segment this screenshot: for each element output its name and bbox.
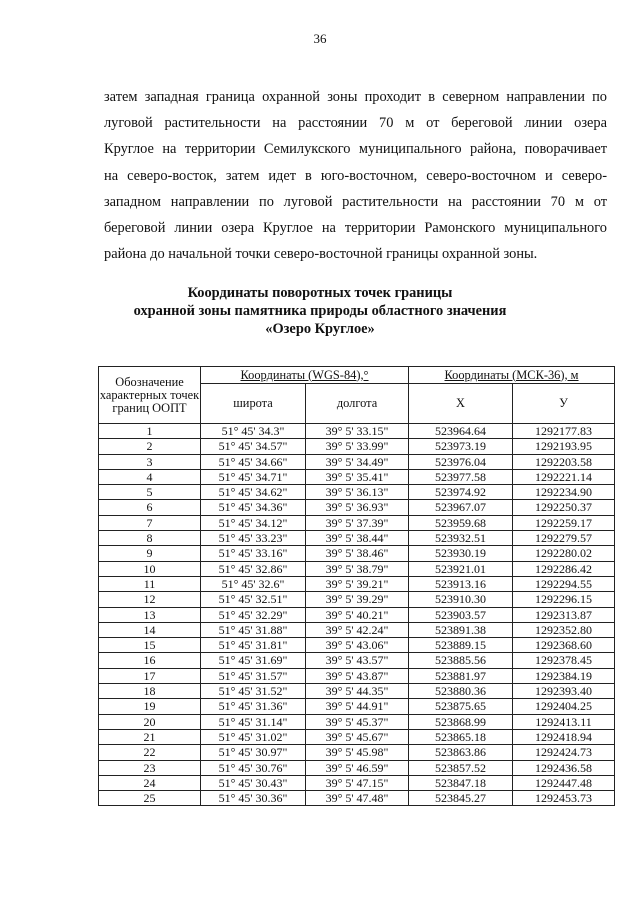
y-cell: 1292313.87 (513, 607, 615, 622)
x-cell: 523880.36 (409, 684, 513, 699)
header-msk36: Координаты (МСК-36), м (409, 367, 615, 384)
longitude-cell: 39° 5' 45.37" (306, 714, 409, 729)
longitude-cell: 39° 5' 39.29" (306, 592, 409, 607)
header-designation: Обозначение характерных точек границ ООПТ (99, 367, 201, 424)
x-cell: 523891.38 (409, 622, 513, 637)
x-cell: 523857.52 (409, 760, 513, 775)
latitude-cell: 51° 45' 31.52" (201, 684, 306, 699)
point-number-cell: 1 (99, 424, 201, 439)
longitude-cell: 39° 5' 42.24" (306, 622, 409, 637)
y-cell: 1292279.57 (513, 531, 615, 546)
point-number-cell: 14 (99, 622, 201, 637)
latitude-cell: 51° 45' 30.36" (201, 791, 306, 806)
table-row (99, 439, 615, 454)
x-cell: 523865.18 (409, 729, 513, 744)
longitude-cell: 39° 5' 33.99" (306, 439, 409, 454)
y-cell: 1292250.37 (513, 500, 615, 515)
x-cell: 523967.07 (409, 500, 513, 515)
header-longitude: долгота (306, 384, 409, 424)
y-cell: 1292436.58 (513, 760, 615, 775)
heading-line: Координаты поворотных точек границы (187, 285, 453, 301)
point-number-cell: 23 (99, 760, 201, 775)
x-cell: 523973.19 (409, 439, 513, 454)
point-number-cell: 10 (99, 561, 201, 576)
x-cell: 523903.57 (409, 607, 513, 622)
table-row (99, 775, 615, 790)
longitude-cell: 39° 5' 45.98" (306, 745, 409, 760)
header-wgs84: Координаты (WGS-84),° (201, 367, 409, 384)
longitude-cell: 39° 5' 37.39" (306, 515, 409, 530)
y-cell: 1292384.19 (513, 668, 615, 683)
table-row (99, 668, 615, 683)
longitude-cell: 39° 5' 36.13" (306, 485, 409, 500)
table-row (99, 500, 615, 515)
point-number-cell: 7 (99, 515, 201, 530)
x-cell: 523889.15 (409, 638, 513, 653)
latitude-cell: 51° 45' 30.76" (201, 760, 306, 775)
table-row (99, 760, 615, 775)
table-row (99, 714, 615, 729)
paragraph-line: района до начальной точки северо-восточной границы охранной зоны. (104, 246, 538, 263)
point-number-cell: 5 (99, 485, 201, 500)
longitude-cell: 39° 5' 44.35" (306, 684, 409, 699)
point-number-cell: 20 (99, 714, 201, 729)
y-cell: 1292294.55 (513, 576, 615, 591)
paragraph-line: луговой растительности на расстоянии 70 м от береговой линии озера (104, 115, 607, 132)
longitude-cell: 39° 5' 45.67" (306, 729, 409, 744)
latitude-cell: 51° 45' 34.71" (201, 469, 306, 484)
header-x: X (409, 384, 513, 424)
table-row (99, 684, 615, 699)
x-cell: 523976.04 (409, 454, 513, 469)
longitude-cell: 39° 5' 47.48" (306, 791, 409, 806)
longitude-cell: 39° 5' 43.87" (306, 668, 409, 683)
paragraph-line: затем западная граница охранной зоны проходит в северном направлении по (104, 89, 607, 105)
header-latitude: широта (201, 384, 306, 424)
latitude-cell: 51° 45' 34.66" (201, 454, 306, 469)
body-paragraph (104, 84, 607, 267)
x-cell: 523932.51 (409, 531, 513, 546)
table-row (99, 638, 615, 653)
longitude-cell: 39° 5' 43.06" (306, 638, 409, 653)
y-cell: 1292352.80 (513, 622, 615, 637)
paragraph-line: Круглое на территории Семилукского муниципального района, поворачивает (104, 141, 607, 158)
point-number-cell: 16 (99, 653, 201, 668)
table-row (99, 729, 615, 744)
y-cell: 1292259.17 (513, 515, 615, 530)
table-row (99, 515, 615, 530)
x-cell: 523921.01 (409, 561, 513, 576)
point-number-cell: 15 (99, 638, 201, 653)
y-cell: 1292393.40 (513, 684, 615, 699)
x-cell: 523847.18 (409, 775, 513, 790)
longitude-cell: 39° 5' 36.93" (306, 500, 409, 515)
point-number-cell: 11 (99, 576, 201, 591)
longitude-cell: 39° 5' 38.79" (306, 561, 409, 576)
longitude-cell: 39° 5' 39.21" (306, 576, 409, 591)
y-cell: 1292424.73 (513, 745, 615, 760)
y-cell: 1292418.94 (513, 729, 615, 744)
heading-line: «Озеро Круглое» (265, 321, 375, 337)
coordinates-table (98, 366, 615, 806)
point-number-cell: 22 (99, 745, 201, 760)
latitude-cell: 51° 45' 34.3" (201, 424, 306, 439)
table-row (99, 592, 615, 607)
point-number-cell: 3 (99, 454, 201, 469)
table-row (99, 699, 615, 714)
page-number: 36 (313, 31, 327, 46)
point-number-cell: 8 (99, 531, 201, 546)
y-cell: 1292177.83 (513, 424, 615, 439)
y-cell: 1292221.14 (513, 469, 615, 484)
latitude-cell: 51° 45' 31.02" (201, 729, 306, 744)
point-number-cell: 17 (99, 668, 201, 683)
longitude-cell: 39° 5' 44.91" (306, 699, 409, 714)
table-body (99, 424, 615, 806)
table-row (99, 745, 615, 760)
x-cell: 523964.64 (409, 424, 513, 439)
longitude-cell: 39° 5' 33.15" (306, 424, 409, 439)
latitude-cell: 51° 45' 33.23" (201, 531, 306, 546)
x-cell: 523974.92 (409, 485, 513, 500)
x-cell: 523910.30 (409, 592, 513, 607)
table-row (99, 622, 615, 637)
longitude-cell: 39° 5' 35.41" (306, 469, 409, 484)
y-cell: 1292447.48 (513, 775, 615, 790)
x-cell: 523930.19 (409, 546, 513, 561)
x-cell: 523959.68 (409, 515, 513, 530)
y-cell: 1292404.25 (513, 699, 615, 714)
latitude-cell: 51° 45' 34.62" (201, 485, 306, 500)
x-cell: 523863.86 (409, 745, 513, 760)
point-number-cell: 19 (99, 699, 201, 714)
x-cell: 523875.65 (409, 699, 513, 714)
table-row (99, 607, 615, 622)
table-row (99, 546, 615, 561)
header-y: У (513, 384, 615, 424)
latitude-cell: 51° 45' 32.51" (201, 592, 306, 607)
latitude-cell: 51° 45' 31.69" (201, 653, 306, 668)
latitude-cell: 51° 45' 31.88" (201, 622, 306, 637)
table-row (99, 576, 615, 591)
point-number-cell: 24 (99, 775, 201, 790)
y-cell: 1292203.58 (513, 454, 615, 469)
point-number-cell: 6 (99, 500, 201, 515)
x-cell: 523881.97 (409, 668, 513, 683)
x-cell: 523845.27 (409, 791, 513, 806)
heading-line: охранной зоны памятника природы областного значения (133, 303, 507, 319)
latitude-cell: 51° 45' 31.81" (201, 638, 306, 653)
latitude-cell: 51° 45' 34.12" (201, 515, 306, 530)
paragraph-line: западном направлении по луговой растительности на расстоянии 70 м от (104, 193, 607, 210)
y-cell: 1292453.73 (513, 791, 615, 806)
longitude-cell: 39° 5' 40.21" (306, 607, 409, 622)
point-number-cell: 9 (99, 546, 201, 561)
table-row (99, 469, 615, 484)
longitude-cell: 39° 5' 46.59" (306, 760, 409, 775)
latitude-cell: 51° 45' 31.36" (201, 699, 306, 714)
paragraph-line: береговой линии озера Круглое на территории Рамонского муниципального (104, 220, 607, 237)
x-cell: 523977.58 (409, 469, 513, 484)
table-row (99, 454, 615, 469)
paragraph-line: на северо-восток, затем идет в юго-восточном, северо-восточном и северо- (104, 167, 607, 184)
x-cell: 523913.16 (409, 576, 513, 591)
point-number-cell: 25 (99, 791, 201, 806)
y-cell: 1292280.02 (513, 546, 615, 561)
latitude-cell: 51° 45' 32.6" (201, 576, 306, 591)
table-row (99, 791, 615, 806)
latitude-cell: 51° 45' 32.29" (201, 607, 306, 622)
table-row (99, 485, 615, 500)
table-row (99, 561, 615, 576)
latitude-cell: 51° 45' 34.57" (201, 439, 306, 454)
longitude-cell: 39° 5' 43.57" (306, 653, 409, 668)
table-row (99, 653, 615, 668)
y-cell: 1292378.45 (513, 653, 615, 668)
longitude-cell: 39° 5' 38.44" (306, 531, 409, 546)
y-cell: 1292234.90 (513, 485, 615, 500)
y-cell: 1292286.42 (513, 561, 615, 576)
longitude-cell: 39° 5' 34.49" (306, 454, 409, 469)
y-cell: 1292413.11 (513, 714, 615, 729)
y-cell: 1292193.95 (513, 439, 615, 454)
y-cell: 1292296.15 (513, 592, 615, 607)
latitude-cell: 51° 45' 33.16" (201, 546, 306, 561)
longitude-cell: 39° 5' 38.46" (306, 546, 409, 561)
latitude-cell: 51° 45' 30.97" (201, 745, 306, 760)
point-number-cell: 13 (99, 607, 201, 622)
point-number-cell: 2 (99, 439, 201, 454)
table-heading (0, 284, 640, 338)
x-cell: 523885.56 (409, 653, 513, 668)
latitude-cell: 51° 45' 34.36" (201, 500, 306, 515)
latitude-cell: 51° 45' 32.86" (201, 561, 306, 576)
x-cell: 523868.99 (409, 714, 513, 729)
latitude-cell: 51° 45' 30.43" (201, 775, 306, 790)
table-row (99, 424, 615, 439)
table-row (99, 531, 615, 546)
point-number-cell: 18 (99, 684, 201, 699)
point-number-cell: 12 (99, 592, 201, 607)
latitude-cell: 51° 45' 31.14" (201, 714, 306, 729)
y-cell: 1292368.60 (513, 638, 615, 653)
longitude-cell: 39° 5' 47.15" (306, 775, 409, 790)
point-number-cell: 21 (99, 729, 201, 744)
latitude-cell: 51° 45' 31.57" (201, 668, 306, 683)
point-number-cell: 4 (99, 469, 201, 484)
